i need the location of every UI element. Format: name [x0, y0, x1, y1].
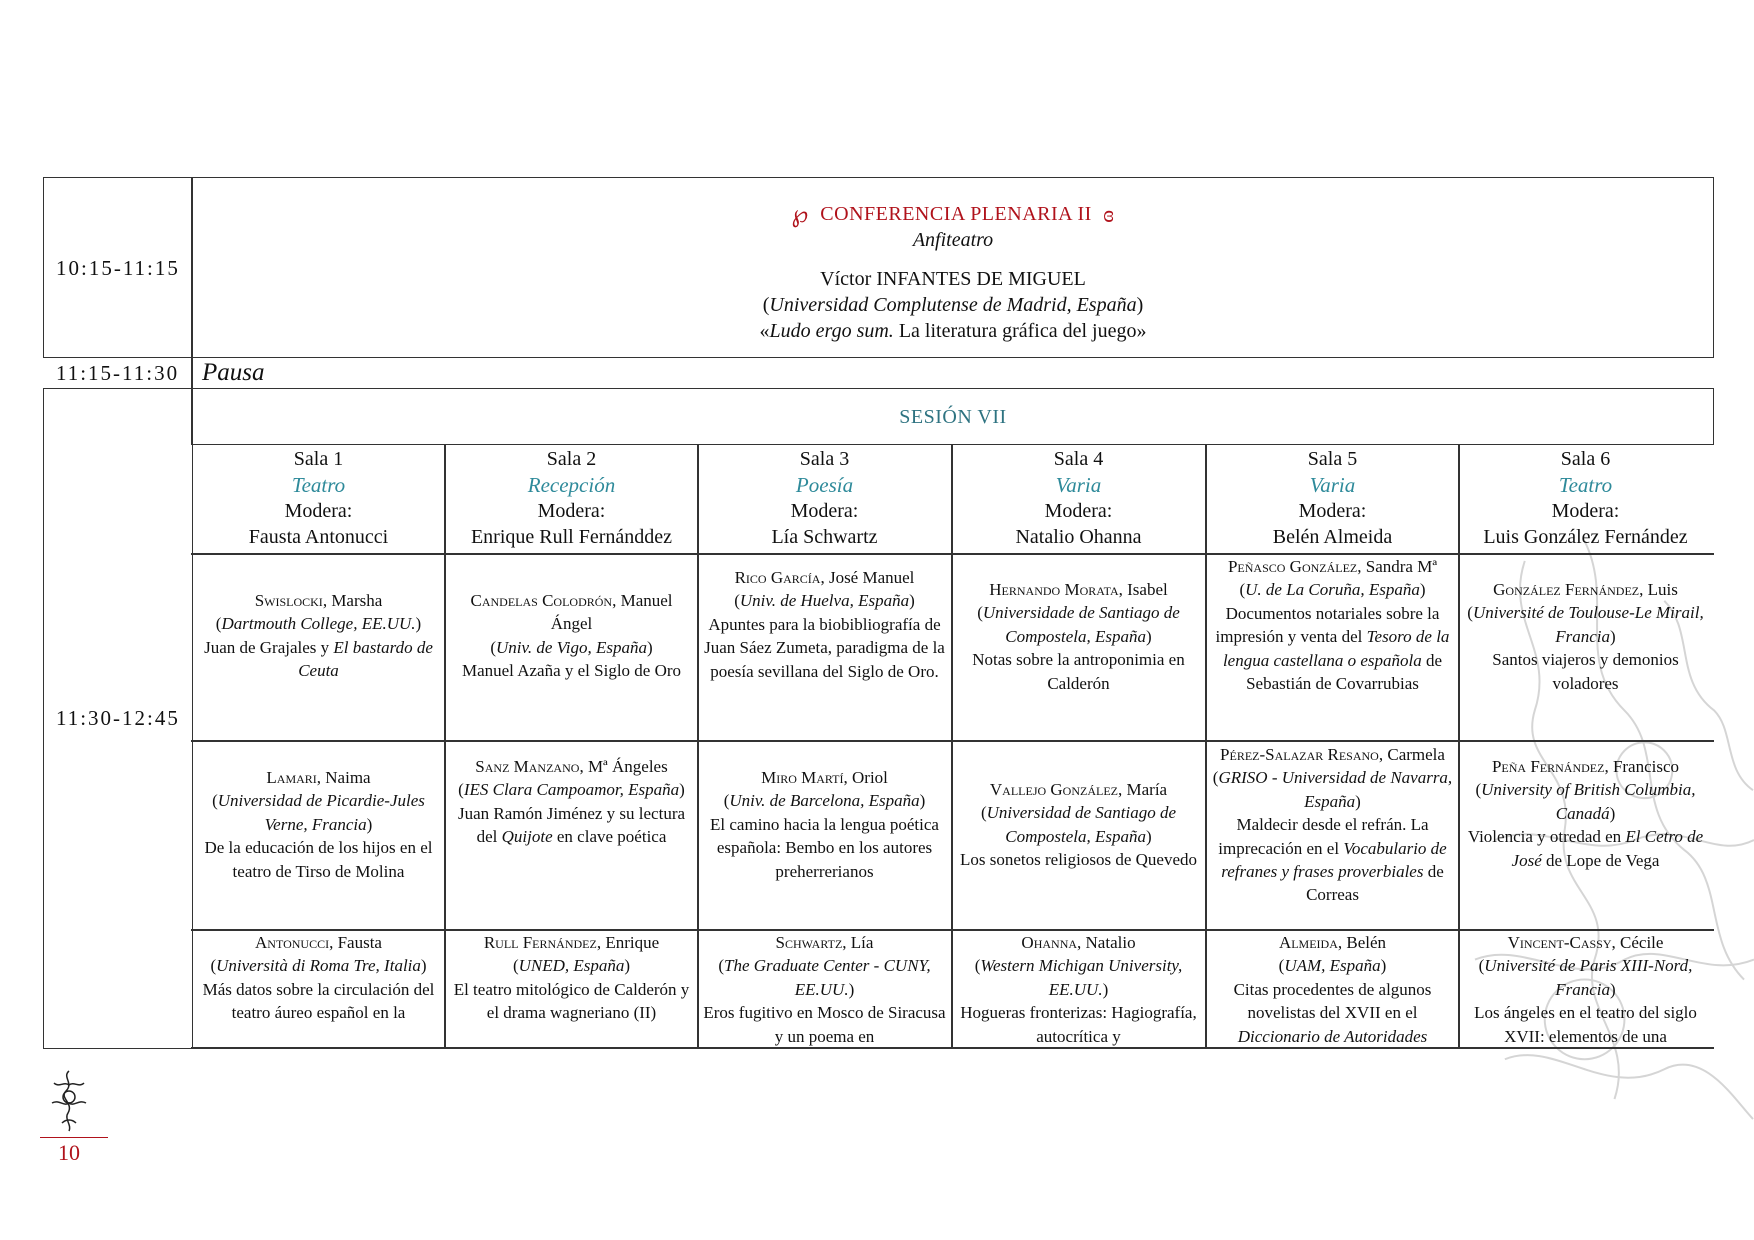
room-moderator: Lía Schwartz [771, 526, 878, 548]
room-theme: Varia [1055, 473, 1102, 497]
room-theme: Poesía [795, 473, 854, 497]
plenary-talk-rest: La literatura gráfica del juego [898, 320, 1137, 342]
paper-cell: Peña Fernández, Francisco (University of British Columbia, Canadá) Violencia y otredad en El Cetro de José de Lope de Vega [1467, 757, 1704, 870]
room-theme: Varia [1309, 473, 1356, 497]
footer-rule [40, 1137, 108, 1138]
break-label: Pausa [202, 359, 265, 386]
paper-cell: Antonucci, Fausta (Università di Roma Tre, Italia) Más datos sobre la circulación del teatro áureo español en la [202, 933, 435, 1023]
dragon-logo-icon [44, 1063, 94, 1133]
room-moderator: Luis González Fernández [1483, 526, 1688, 548]
paper-cell: Peñasco González, Sandra Mª (U. de La Coruña, España) Documentos notariales sobre la impresión y venta del Tesoro de la lengua castellana o española de Sebastián de Covarrubias [1215, 557, 1450, 694]
paper-cell: Rull Fernández, Enrique (UNED, España) El teatro mitológico de Calderón y el drama wagneriano (II) [453, 933, 690, 1023]
room-name: Sala 5 [1307, 448, 1358, 470]
plenary-talk-title: «Ludo ergo sum. La literatura gráfica del juego» [759, 320, 1147, 342]
room-name: Sala 1 [293, 448, 344, 470]
paper-cell: González Fernández, Luis (Université de Toulouse-Le Mirail, Francia) Santos viajeros y demonios voladores [1467, 580, 1704, 693]
room-name: Sala 2 [546, 448, 597, 470]
grid-line-h-rooms [191, 553, 1714, 555]
grid-line-h-bottom [191, 1047, 1714, 1049]
room-moderator: Belén Almeida [1272, 526, 1393, 548]
room-name: Sala 3 [799, 448, 850, 470]
plenary-title-text: CONFERENCIA PLENARIA II [820, 203, 1092, 225]
session-time: 11:30-12:45 [56, 706, 180, 730]
room-name: Sala 4 [1053, 448, 1104, 470]
plenary-time: 10:15-11:15 [56, 256, 180, 280]
plenary-speaker [193, 268, 1713, 291]
room-theme: Recepción [527, 473, 616, 497]
room-header-5 [1206, 446, 1459, 550]
paper-cell: Ohanna, Natalio (Western Michigan University, EE.UU.) Hogueras fronterizas: Hagiografía, autocrítica y [960, 933, 1197, 1046]
paper-cell: Almeida, Belén (UAM, España) Citas procedentes de algunos novelistas del XVII en el Diccionario de Autoridades [1233, 933, 1432, 1046]
plenary-speaker-first: Víctor [820, 268, 872, 290]
room-theme: Teatro [1558, 473, 1613, 497]
plenary-affiliation-text: Universidad Complutense de Madrid, España [769, 294, 1137, 316]
room-mod-label: Modera: [1298, 500, 1367, 522]
session-title: SESIÓN VII [899, 406, 1007, 428]
paper-cell: Lamari, Naima (Universidad de Picardie-Jules Verne, Francia) De la educación de los hijos en el teatro de Tirso de Molina [204, 768, 433, 881]
paper-cell: Rico García, José Manuel (Univ. de Huelva, España) Apuntes para la biobibliografía de Juan Sáez Zumeta, paradigma de la poesía sevillana del Siglo de Oro. [704, 568, 945, 681]
break-time: 11:15-11:30 [56, 361, 180, 385]
room-theme: Teatro [291, 473, 346, 497]
plenary-talk-italic: Ludo ergo sum. [769, 320, 894, 342]
paper-cell: Hernando Morata, Isabel (Universidade de Santiago de Compostela, España) Notas sobre la antroponimia en Calderón [972, 580, 1185, 693]
paper-cell: Swislocki, Marsha (Dartmouth College, EE.UU.) Juan de Grajales y El bastardo de Ceuta [204, 591, 433, 681]
room-mod-label: Modera: [537, 500, 606, 522]
room-mod-label: Modera: [1551, 500, 1620, 522]
room-header-1 [192, 446, 445, 550]
room-mod-label: Modera: [284, 500, 353, 522]
grid-line-h-row1 [191, 740, 1714, 742]
paper-cell: Candelas Colodrón, Manuel Ángel (Univ. de Vigo, España) Manuel Azaña y el Siglo de Oro [461, 591, 682, 681]
paper-cell: Schwartz, Lía (The Graduate Center - CUNY, EE.UU.) Eros fugitivo en Mosco de Siracusa y un poema en [703, 933, 946, 1046]
room-moderator: Fausta Antonucci [248, 526, 389, 548]
room-header-4 [952, 446, 1205, 550]
room-moderator: Natalio Ohanna [1015, 526, 1142, 548]
paper-cell: Pérez-Salazar Resano, Carmela (GRISO - Universidad de Navarra, España) Maldecir desde el refrán. La imprecación en el Vocabulario de refranes y frases proverbiales de Correas [1212, 745, 1453, 905]
ornament-left-icon: ℘ [791, 202, 809, 228]
plenary-affiliation: (Universidad Complutense de Madrid, España) [762, 294, 1144, 316]
plenary-speaker-last: INFANTES DE MIGUEL [876, 268, 1086, 290]
room-header-3 [698, 446, 951, 550]
room-mod-label: Modera: [1044, 500, 1113, 522]
page-number: 10 [58, 1140, 80, 1165]
paper-cell: Vincent-Cassy, Cécile (Université de Paris XIII-Nord, Francia) Los ángeles en el teatro del siglo XVII: elementos de una [1474, 933, 1697, 1046]
room-header-6 [1459, 446, 1712, 550]
room-mod-label: Modera: [790, 500, 859, 522]
break-row-divider [191, 357, 193, 389]
ornament-right-icon: ɞ [1103, 202, 1115, 228]
paper-cell: Vallejo González, María (Universidad de Santiago de Compostela, España) Los sonetos religiosos de Quevedo [959, 780, 1198, 870]
room-header-2 [445, 446, 698, 550]
room-moderator: Enrique Rull Fernánddez [470, 526, 673, 548]
plenary-venue: Anfiteatro [912, 229, 994, 251]
plenary-title [193, 200, 1713, 229]
paper-cell: Sanz Manzano, Mª Ángeles (IES Clara Campoamor, España) Juan Ramón Jiménez y su lectura del Quijote en clave poética [457, 757, 686, 847]
room-name: Sala 6 [1560, 448, 1611, 470]
paper-cell: Miro Martí, Oriol (Univ. de Barcelona, España) El camino hacia la lengua poética española: Bembo en los autores preherrerianos [710, 768, 939, 881]
